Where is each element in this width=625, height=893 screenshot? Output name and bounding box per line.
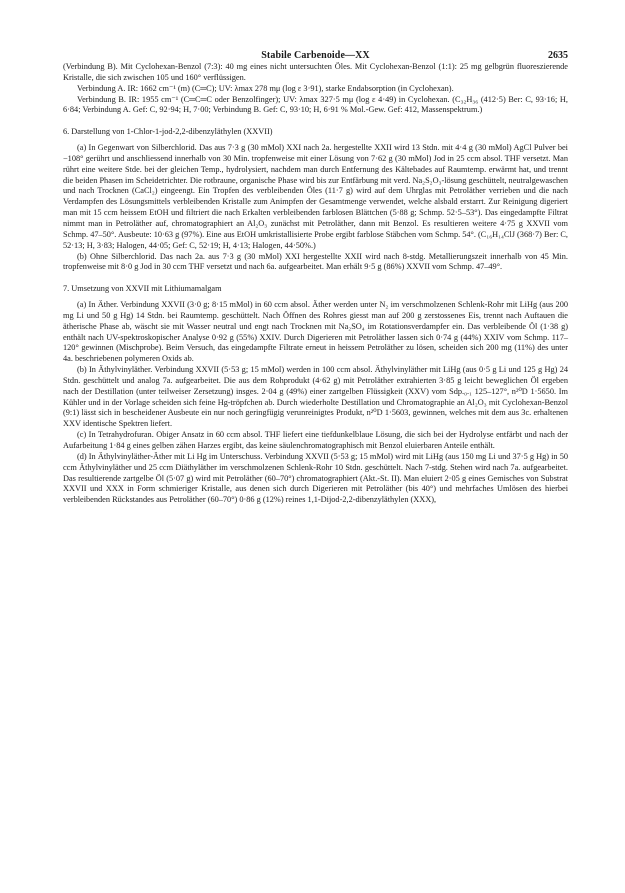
section-heading: 6. Darstellung von 1-Chlor-1-jod-2,2-dibenzyläthylen (XXVII) xyxy=(63,127,273,137)
page xyxy=(63,0,568,506)
paragraph: (a) In Gegenwart von Silberchlorid. Das aus 7·3 g (30 mMol) XXI nach 2a. hergestellte XXII wird 13 Stdn. mit 4·4 g (30 mMol) AgCl Pulver bei −108° gerührt und anschliessend innerhalb von 30 Min. tropfenweise mit einer Lösung von 7·62 g (30 mMol) Jod in 25 ccm absol. THF versetzt. Man rührt eine weitere Stde. bei der gleichen Temp., hydrolysiert, nachdem man durch Entfernung des Kältebades auf Raumtemp. erwärmt hat, und trennt die beiden Phasen im Scheidetrichter. Die rotbraune, organische Phase wird bis zur Entfärbung mit verd. Na₂S₂O₃-lösung geschüttelt, neutralgewaschen und nach Trocknen (CaCl₂) eingeengt. Ein Tropfen des verbleibenden Öles (11·7 g) wird auf dem Uhrglas mit Petroläther verrieben und die nach Verdampfen des Lösungsmittels verbleibenden Kristalle zum Animpfen der Gesamtmenge verwendet, welche alsbald erstarrt. Zur Reinigung digeriert man mit 15 ccm heissem EtOH und filtriert die nach Erkalten verbleibenden farblosen Blättchen (5·88 g; Schmp. 52·5–53°). Das eingedampfte Filtrat nimmt man in Petroläther auf, chromatographiert an Al₂O₃ zunächst mit Petroläther, dann mit Benzol. Es resultieren weitere 4·75 g XXVII vom Schmp. 47–50°. Ausbeute: 10·63 g (97%). Eine aus EtOH umkristallisierte Probe ergibt farblose Stäbchen vom Schmp. 54°. (C₁₆H₁₄ClJ (368·7) Ber: C, 52·13; H, 3·83; Halogen, 44·05; Gef: C, 52·19; H, 4·13; Halogen, 44·50%.) xyxy=(63,143,568,250)
body-text xyxy=(63,62,568,506)
paragraph: (d) In Äthylvinyläther-Äther mit Li Hg im Unterschuss. Verbindung XXVII (5·53 g; 15 mMol) wird mit LiHg (aus 150 mg Li und 37·5 g Hg) in 50 ccm Äthylvinyläther und 25 ccm Diäthyläther im verschmolzenen Schlenk-Rohr 10 Stdn. geschüttelt. Nach 7-stdg. Stehen wird nach 7a. aufgearbeitet. Das resultierende zartgelbe Öl (5·07 g) wird mit Petroläther (60–70°) chromatographiert (Akt.-St. II). Man eluiert 2·05 g eines Gemisches von Substrat XXVII und XXX in Form schmieriger Kristalle, aus denen sich durch Digerieren mit Petroläther (bis 40°) und mehrfaches Umlösen des hierbei verbleibenden Rückstandes aus Petroläther (60–70°) 0·86 g (12%) reines 1,1-Dijod-2,2-dibenzyläthylen (XXX), xyxy=(63,451,568,505)
paragraph: (Verbindung B). Mit Cyclohexan-Benzol (7:3): 40 mg eines nicht untersuchten Öles. Mit Cyclohexan-Benzol (1:1): 25 mg gelbgrün fluoreszierende Kristalle, die sich zwischen 105 und 160° verflüssigen. xyxy=(63,62,568,82)
page-number: 2635 xyxy=(548,50,568,61)
section-heading: 7. Umsetzung von XXVII mit Lithiumamalgam xyxy=(63,284,222,294)
paragraph: (b) In Äthylvinyläther. Verbindung XXVII (5·53 g; 15 mMol) werden in 100 ccm absol. Äthylvinyläther mit LiHg (aus 0·5 g Li und 125 g Hg) 24 Stdn. geschüttelt und analog 7a. aufgearbeitet. Die aus dem Rohprodukt (4·62 g) mit Petroläther extrahierten 3·85 g leicht beweglichen Öl ergeben nach der Destillation (unter teilweiser Zersetzung) insges. 2·04 g (49%) einer zartgelben Flüssigkeit (XXV) vom Sdp.₀.₁ 125–127°, n²⁰D 1·5650. Im Kühler und in der Vorlage scheiden sich feine Hg-tröpfchen ab. Durch wiederholte Destillation und Chromatographie an Al₂O₃ mit Cyclohexan-Benzol (9:1) lässt sich in bescheidener Ausbeute ein nur noch geringfügig verunreinigtes Produkt, n²⁰D 1·5603, gewinnen, welches mit dem aus 3c. erhaltenen XXV identische Spektren liefert. xyxy=(63,365,568,429)
running-title: Stabile Carbenoide—XX xyxy=(261,50,370,61)
running-header xyxy=(63,0,568,62)
paragraph: (a) In Äther. Verbindung XXVII (3·0 g; 8·15 mMol) in 60 ccm absol. Äther werden unter N₂ im verschmolzenen Schlenk-Rohr mit LiHg (aus 200 mg Li und 50 g Hg) 14 Stdn. bei Raumtemp. geschüttelt. Nach Öffnen des Rohres giesst man auf 200 g zerstossenes Eis, trennt nach Auftauen die ätherische Phase ab, wäscht sie mit Wasser neutral und engt nach Trocknen mit Na₂SO₄ im Rotationsverdampfer ein. Das verbleibende Öl (1·38 g) enthält nach UV-spektroskopischer Analyse 0·92 g (55%) XXIV. Durch Digerieren mit Petroläther lassen sich 0·74 g (44%) XXIV vom Schmp. 117–120° gewinnen (Mischprobe). Beim Versuch, das eingedampfte Filtrate erneut in heissem Petroläther zu lösen, scheiden sich 200 mg (11%) des unter 4a. beschriebenen polymeren Oxids ab. xyxy=(63,300,568,364)
paragraph: Verbindung B. IR: 1955 cm⁻¹ (C═C═C oder Benzolfinger); UV: λmax 327·5 mμ (log ε 4·49) in Cyclohexan. (C₃₂H₃₆ (412·5) Ber: C, 93·16; H, 6·84; Verbindung A. Gef: C, 92·94; H, 7·00; Verbindung B. Gef: C, 93·10; H, 6·91 % Mol.-Gew. Gef: 412, Massenspektrum.) xyxy=(63,94,568,115)
paragraph: (c) In Tetrahydrofuran. Obiger Ansatz in 60 ccm absol. THF liefert eine tiefdunkelblaue Lösung, die sich bei der Hydrolyse entfärbt und nach der Aufarbeitung 1·84 g eines gelben zähen Harzes ergibt, das keine säulenchromatographisch mit Benzol eluierbaren Anteile enthält. xyxy=(63,430,568,450)
paragraph: Verbindung A. IR: 1662 cm⁻¹ (m) (C═C); UV: λmax 278 mμ (log ε 3·91), starke Endabsorption (in Cyclohexan). xyxy=(77,83,454,93)
paragraph: (b) Ohne Silberchlorid. Das nach 2a. aus 7·3 g (30 mMol) XXI hergestellte XXII wird nach 8-stdg. Metallierungszeit innerhalb von 45 Min. tropfenweise mit 8·0 g Jod in 30 ccm THF versetzt und nach 6a. aufgearbeitet. Man erhält 9·5 g (86%) XXVII vom Schmp. 47–49°. xyxy=(63,251,568,272)
